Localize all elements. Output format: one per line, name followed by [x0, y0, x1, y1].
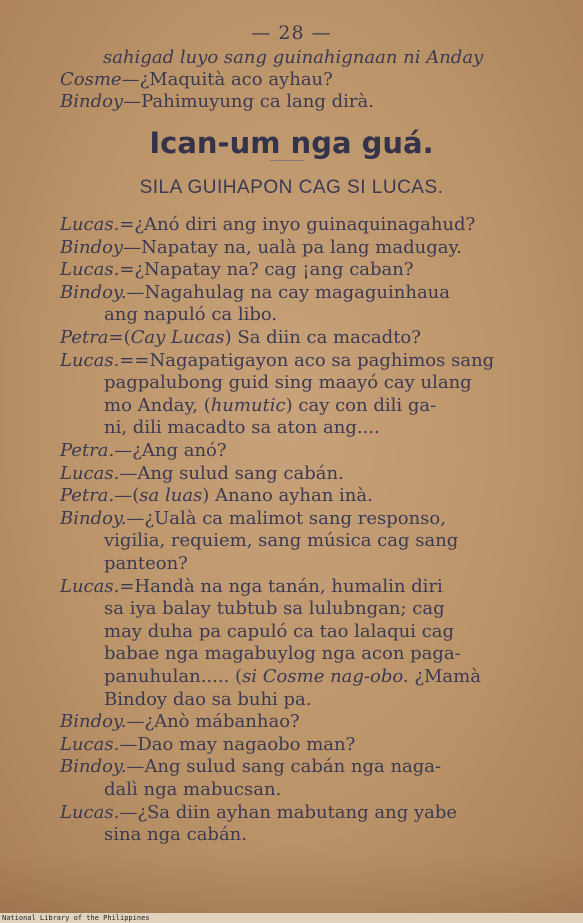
dialogue-continuation-line [104, 554, 188, 574]
dialogue-text: vigilia, requiem, sang música cag sang [104, 530, 459, 552]
stage-direction: sahigad luyo sang guinahignaan ni Anday [103, 47, 484, 68]
dialogue-line [60, 735, 355, 755]
dialogue-line [60, 92, 374, 112]
dialogue-text: ( [132, 485, 140, 507]
dialogue-continuation-line [104, 690, 312, 710]
dialogue-text: ¿Anò mábanhao? [144, 711, 300, 733]
dialogue-line [60, 486, 373, 506]
speaker-name: Bindoy.— [60, 756, 145, 778]
dialogue-text: sa iya balay tubtub sa lulubngan; cag [104, 598, 445, 620]
dialogue-continuation-line [104, 305, 277, 325]
dialogue-line [60, 70, 333, 90]
dialogue-text: panteon? [104, 553, 188, 574]
dialogue-line [60, 509, 446, 529]
dialogue-line [60, 328, 421, 348]
dialogue-text: may duha pa capuló ca tao lalaqui cag [104, 620, 455, 642]
stage-direction: si Cosme nag-obo. [242, 666, 409, 687]
dialogue-continuation-line [104, 599, 445, 619]
dialogue-text: ang napuló ca libo. [104, 304, 278, 326]
dialogue-text: Nagahulag na cay magaguinhaua [144, 281, 451, 303]
dialogue-text: mo Anday, ( [104, 394, 211, 416]
page-number: — 28 — [251, 22, 332, 44]
dialogue-line [60, 712, 300, 732]
speaker-name: Petra [60, 327, 109, 348]
speaker-name: Cosme— [60, 69, 140, 90]
dialogue-text: sina nga cabán. [104, 824, 247, 846]
speaker-name: Bindoy.— [60, 281, 145, 303]
dialogue-continuation-line [104, 396, 436, 416]
dialogue-text: Dao may nagaobo man? [137, 733, 356, 755]
dialogue-text: ¿Maquità aco ayhau? [139, 69, 333, 90]
speaker-name: Bindoy— [60, 91, 142, 112]
dialogue-line [60, 351, 494, 371]
dialogue-continuation-line [104, 644, 461, 664]
speaker-name: Lucas. [60, 575, 120, 597]
speaker-name: Lucas.— [60, 801, 138, 823]
dialogue-continuation-line [104, 667, 481, 687]
dialogue-line [60, 577, 443, 597]
scene-subtitle: SILA GUIHAPON CAG SI LUCAS. [139, 177, 444, 198]
dialogue-text: dalì nga mabucsan. [104, 779, 282, 800]
dialogue-text: =( [108, 327, 131, 348]
dialogue-text: =Handà na nga tanán, humalin diri [119, 575, 443, 597]
dialogue-continuation-line [104, 622, 454, 642]
stage-direction: sa luas [139, 485, 203, 507]
page-edge [0, 853, 583, 913]
dialogue-line [60, 283, 450, 303]
dialogue-line [60, 464, 344, 484]
dialogue-line [60, 757, 441, 777]
dialogue-text: ) cay con dili ga- [285, 394, 437, 416]
dialogue-text: babae nga magabuylog nga acon paga- [104, 643, 461, 665]
dialogue-line [60, 803, 457, 823]
dialogue-text: ) Sa diin ca macadto? [224, 327, 421, 348]
dialogue-text: ==Nagapatigayon aco sa paghimos sang [119, 349, 495, 371]
dialogue-text: Bindoy dao sa buhi pa. [104, 688, 312, 710]
dialogue-line [60, 238, 462, 258]
scene-title: Ican-um nga guá. [149, 126, 434, 160]
dialogue-text: pagpalubong guid sing maayó cay ulang [104, 372, 472, 394]
speaker-name: Petra.— [60, 440, 133, 461]
stage-direction: humutic [210, 394, 286, 416]
dialogue-text: ¿Ualà ca malimot sang responso, [144, 507, 446, 529]
dialogue-text: Pahimuyung ca lang dirà. [141, 91, 374, 112]
library-credit: National Library of the Philippines [2, 914, 150, 922]
dialogue-text: panuhulan..... ( [104, 666, 243, 687]
speaker-name: Lucas. [60, 259, 120, 281]
speaker-name: Lucas.— [60, 462, 138, 484]
dialogue-text: =¿Anó diri ang inyo guinaquinagahud? [119, 214, 476, 235]
dialogue-line [60, 215, 475, 235]
title-divider [270, 160, 304, 161]
dialogue-text: Ang sulud sang cabán. [137, 462, 344, 484]
dialogue-continuation-line [104, 373, 472, 393]
dialogue-text: ni, dili macadto sa aton ang.... [104, 417, 380, 439]
dialogue-text: Napatay na, ualà pa lang madugay. [141, 236, 462, 258]
dialogue-line [60, 441, 227, 461]
dialogue-text: ) Anano ayhan inà. [202, 485, 373, 507]
stage-direction-line [103, 48, 483, 68]
dialogue-text: Ang sulud sang cabán nga naga- [144, 756, 442, 778]
dialogue-continuation-line [104, 531, 458, 551]
stage-direction: Cay Lucas [130, 327, 225, 348]
dialogue-continuation-line [104, 418, 380, 438]
speaker-name: Bindoy.— [60, 507, 145, 529]
speaker-name: Lucas.— [60, 733, 138, 755]
speaker-name: Bindoy.— [60, 711, 145, 733]
speaker-name: Petra.— [60, 485, 133, 507]
dialogue-text: =¿Napatay na? cag ¡ang caban? [119, 259, 414, 281]
dialogue-line [60, 260, 414, 280]
dialogue-text: ¿Sa diin ayhan mabutang ang yabe [137, 801, 458, 823]
speaker-name: Lucas. [60, 214, 120, 235]
dialogue-text: ¿Mamà [408, 666, 481, 687]
speaker-name: Bindoy— [60, 236, 142, 258]
dialogue-text: ¿Ang anó? [132, 440, 227, 461]
dialogue-continuation-line [104, 825, 247, 845]
speaker-name: Lucas. [60, 349, 120, 371]
dialogue-continuation-line [104, 780, 281, 800]
